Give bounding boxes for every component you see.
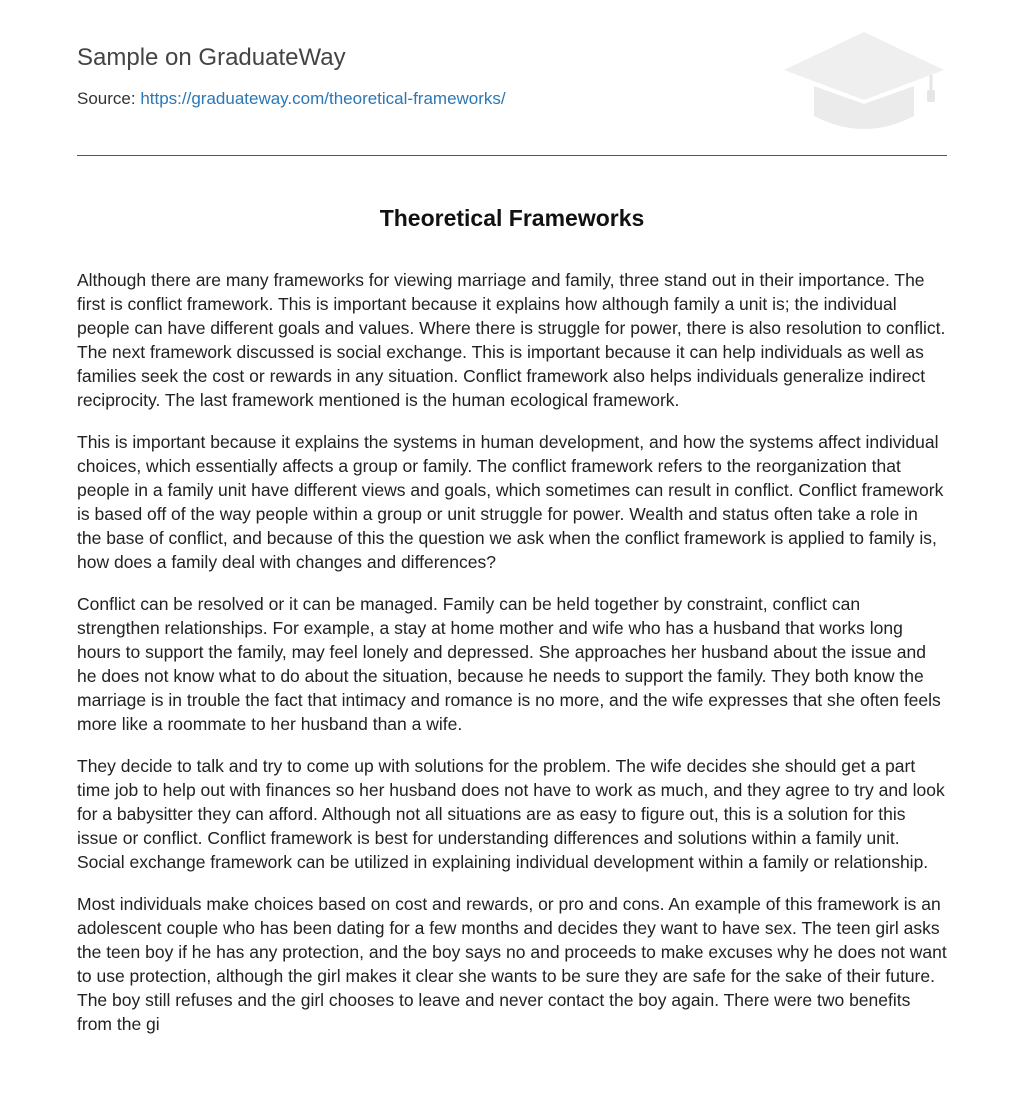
article-body [77, 268, 947, 1054]
document-title: Theoretical Frameworks [379, 205, 645, 231]
source-label: Source: [77, 89, 141, 108]
paragraph: Most individuals make choices based on cost and rewards, or pro and cons. An example of this framework is an adolescent couple who has been dating for a few months and decides they want to have sex. The teen girl asks the teen boy if he has any protection, and the boy says no and proceeds to make excuses why he does not want to use protection, although the girl makes it clear she wants to be sure they are safe for the sake of their future. The boy still refuses and the girl chooses to leave and never contact the boy again. There were two benefits from the gi [77, 894, 947, 1034]
header-divider [77, 155, 947, 156]
page-header [77, 0, 947, 156]
graduation-cap-icon [781, 30, 947, 134]
paragraph: They decide to talk and try to come up with solutions for the problem. The wife decides she should get a part time job to help out with finances so her husband does not have to work as much, and they agree to try and look for a babysitter they can afford. Although not all situations are as easy to figure out, this is a solution for this issue or conflict. Conflict framework is best for understanding differences and solutions within a family unit. Social exchange framework can be utilized in explaining individual development within a family or relationship. [77, 756, 945, 872]
paragraph: Conflict can be resolved or it can be managed. Family can be held together by constraint, conflict can strengthen relationships. For example, a stay at home mother and wife who has a husband that works long hours to support the family, may feel lonely and depressed. She approaches her husband about the issue and he does not know what to do about the situation, because he needs to support the family. They both know the marriage is in trouble the fact that intimacy and romance is no more, and the wife expresses that she often feels more like a roommate to her husband than a wife. [77, 594, 941, 734]
paragraph: Although there are many frameworks for viewing marriage and family, three stand out in their importance. The first is conflict framework. This is important because it explains how although family a unit is; the individual people can have different goals and values. Where there is struggle for power, there is also resolution to conflict. The next framework discussed is social exchange. This is important because it can help individuals as well as families seek the cost or rewards in any situation. Conflict framework also helps individuals generalize indirect reciprocity. The last framework mentioned is the human ecological framework. [77, 270, 946, 410]
source-line [77, 89, 506, 109]
paragraph: This is important because it explains the systems in human development, and how the systems affect individual choices, which essentially affects a group or family. The conflict framework refers to the reorganization that people in a family unit have different views and goals, which sometimes can result in conflict. Conflict framework is based off of the way people within a group or unit struggle for power. Wealth and status often take a role in the base of conflict, and because of this the question we ask when the conflict framework is applied to family is, how does a family deal with changes and differences? [77, 432, 944, 572]
source-link[interactable]: https://graduateway.com/theoretical-frameworks/ [140, 89, 506, 108]
site-title: Sample on GraduateWay [77, 44, 346, 71]
